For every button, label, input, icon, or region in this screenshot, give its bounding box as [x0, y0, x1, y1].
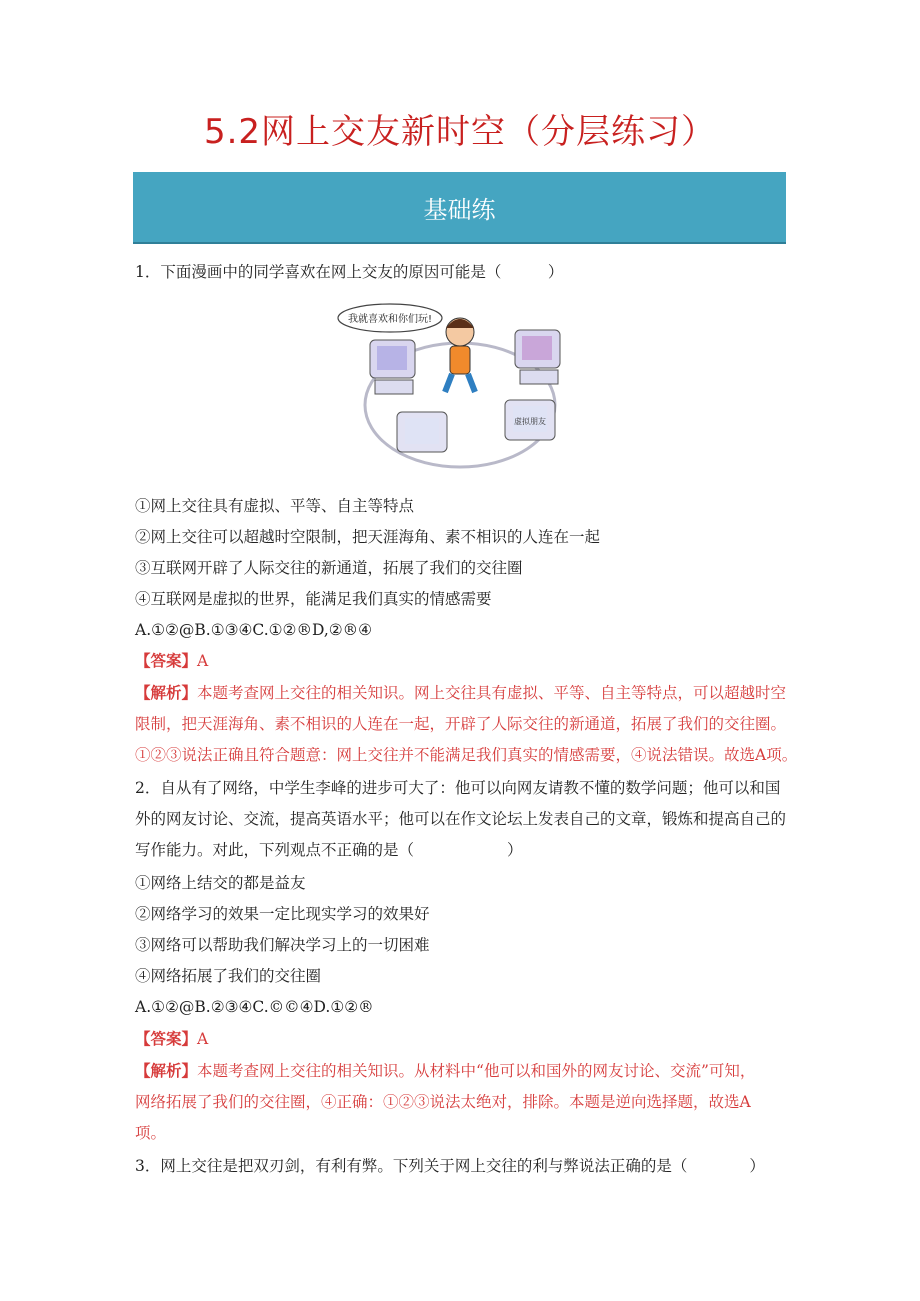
- answer-tag: 【答案】: [135, 1029, 198, 1048]
- q2-stem-2: 外的网友讨论、交流，提高英语水平；他可以在作文论坛上发表自己的文章，锻炼和提高自己的: [135, 810, 787, 828]
- section-title: 基础练: [423, 195, 496, 224]
- q1-option-3: ③互联网开辟了人际交往的新通道，拓展了我们的交往圈: [135, 559, 523, 577]
- boy-hair: [446, 319, 474, 328]
- boy-body: [450, 346, 470, 374]
- q1-choices: A.①②@B.①③④C.①②®D,②®④: [135, 621, 373, 639]
- computer-bottom-left: [397, 412, 447, 452]
- q2-option-3: ③网络可以帮助我们解决学习上的一切困难: [135, 936, 430, 954]
- q2-choices: A.①②@B.②③④C.©©④D.①②®: [135, 998, 374, 1016]
- q1-stem: 1．下面漫画中的同学喜欢在网上交友的原因可能是（ ）: [135, 263, 564, 281]
- q3-stem: 3．网上交往是把双刃剑，有利有弊。下列关于网上交往的利与弊说法正确的是（ ）: [135, 1157, 765, 1175]
- q2-stem-1: 2．自从有了网络，中学生李峰的进步可大了：他可以向网友请教不懂的数学问题；他可以和国: [135, 779, 781, 797]
- analysis-text: 本题考查网上交往的相关知识。网上交往具有虚拟、平等、自主等特点，可以超越时空: [197, 684, 787, 702]
- q1-option-4: ④互联网是虚拟的世界，能满足我们真实的情感需要: [135, 590, 492, 608]
- analysis-tag: 【解析】: [135, 683, 198, 702]
- analysis-tag: 【解析】: [135, 1061, 198, 1080]
- computer-bottom-right: [505, 400, 555, 440]
- q1-option-2: ②网上交往可以超越时空限制，把天涯海角、素不相识的人连在一起: [135, 528, 601, 546]
- section-banner: [133, 172, 786, 244]
- q2-analysis-2: 网络拓展了我们的交往圈，④正确：①②③说法太绝对，排除。本题是逆向选择题，故选A: [135, 1093, 751, 1111]
- q1-analysis-3: ①②③说法正确且符合题意：网上交往并不能满足我们真实的情感需要，④说法错误。故选A项。: [135, 746, 798, 764]
- q2-analysis-3: 项。: [135, 1124, 167, 1142]
- computer-right: [515, 330, 560, 384]
- q2-option-4: ④网络拓展了我们的交往圈: [135, 967, 322, 985]
- q2-answer: [135, 1029, 208, 1049]
- boy-legs: [445, 374, 475, 392]
- speech-text: 我就喜欢和你们玩!: [347, 314, 433, 325]
- answer-value: A: [197, 652, 209, 670]
- q2-option-1: ①网络上结交的都是益友: [135, 874, 306, 892]
- q1-answer: [135, 651, 208, 671]
- q1-analysis-1: [135, 683, 786, 703]
- q1-option-1: ①网上交往具有虚拟、平等、自主等特点: [135, 497, 415, 515]
- analysis-text: 本题考查网上交往的相关知识。从材料中“他可以和国外的网友讨论、交流”可知，: [197, 1062, 756, 1080]
- cartoon-illustration: [335, 300, 585, 482]
- page-title: 5.2网上交友新时空（分层练习）: [203, 112, 717, 152]
- q2-option-2: ②网络学习的效果一定比现实学习的效果好: [135, 905, 430, 923]
- q2-stem-3: 写作能力。对此，下列观点不正确的是（ ）: [135, 841, 523, 859]
- computer-left: [370, 340, 415, 394]
- q1-analysis-2: 限制，把天涯海角、素不相识的人连在一起，开辟了人际交往的新通道，拓展了我们的交往圈。: [135, 715, 787, 733]
- answer-tag: 【答案】: [135, 651, 198, 670]
- screen-label: 虚拟朋友: [514, 417, 546, 426]
- answer-value: A: [197, 1030, 209, 1048]
- q2-analysis-1: [135, 1061, 755, 1081]
